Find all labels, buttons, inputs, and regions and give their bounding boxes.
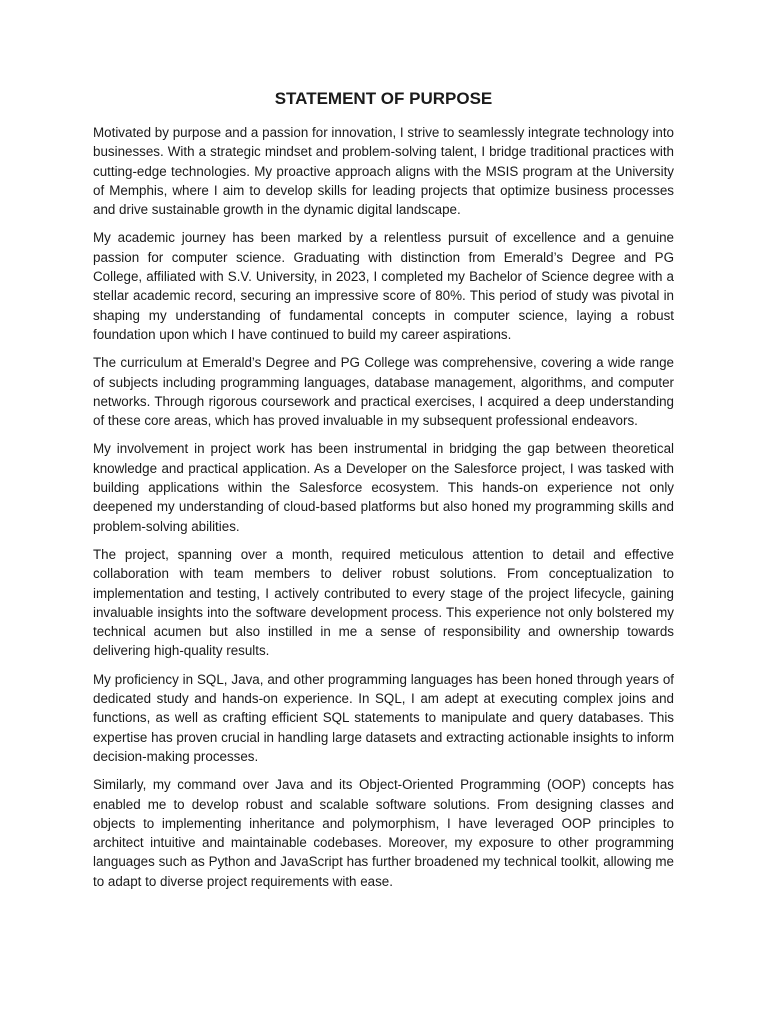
paragraph-intro: Motivated by purpose and a passion for innovation, I strive to seamlessly integrate technology into businesses. With a strategic mindset and problem-solving talent, I bridge traditional practices with cutting-edge technologies. My proactive approach aligns with the MSIS program at the University of Memphis, where I aim to develop skills for leading projects that optimize business processes and drive sustainable growth in the dynamic digital landscape. <box>93 125 674 218</box>
paragraph-project-work: My involvement in project work has been instrumental in bridging the gap between theoretical knowledge and practical application. As a Developer on the Salesforce project, I was tasked with building applications within the Salesforce ecosystem. This hands-on experience not only deepened my understanding of cloud-based platforms but also honed my programming skills and problem-solving abilities. <box>93 441 674 534</box>
paragraph-sql-java: My proficiency in SQL, Java, and other programming languages has been honed through years of dedicated study and hands-on experience. In SQL, I am adept at executing complex joins and functions, as well as crafting efficient SQL statements to manipulate and query databases. This expertise has proven crucial in handling large datasets and extracting actionable insights to inform decision-making processes. <box>93 671 674 764</box>
paragraph-academic-journey: My academic journey has been marked by a relentless pursuit of excellence and a genuine passion for computer science. Graduating with distinction from Emerald’s Degree and PG College, affiliated with S.V. University, in 2023, I completed my Bachelor of Science degree with a stellar academic record, securing an impressive score of 80%. This period of study was pivotal in shaping my understanding of fundamental concepts in computer science, laying a robust foundation upon which I have continued to build my career aspirations. <box>93 230 674 342</box>
document-body <box>93 123 674 900</box>
paragraph-project-details: The project, spanning over a month, required meticulous attention to detail and effective collaboration with team members to deliver robust solutions. From conceptualization to implementation and testing, I actively contributed to every stage of the project lifecycle, gaining invaluable insights into the software development process. This experience not only bolstered my technical acumen but also instilled in me a sense of responsibility and ownership towards delivering high-quality results. <box>93 546 674 659</box>
paragraph-curriculum: The curriculum at Emerald’s Degree and PG College was comprehensive, covering a wide range of subjects including programming languages, database management, algorithms, and computer networks. Through rigorous coursework and practical exercises, I acquired a deep understanding of these core areas, which has proved invaluable in my subsequent professional endeavors. <box>93 355 674 429</box>
document-title: STATEMENT OF PURPOSE <box>274 89 493 108</box>
paragraph-oop: Similarly, my command over Java and its Object-Oriented Programming (OOP) concepts has enabled me to develop robust and scalable software solutions. From designing classes and objects to implementing inheritance and polymorphism, I have leveraged OOP principles to architect intuitive and maintainable codebases. Moreover, my exposure to other programming languages such as Python and JavaScript has further broadened my technical toolkit, allowing me to adapt to diverse project requirements with ease. <box>93 777 674 889</box>
